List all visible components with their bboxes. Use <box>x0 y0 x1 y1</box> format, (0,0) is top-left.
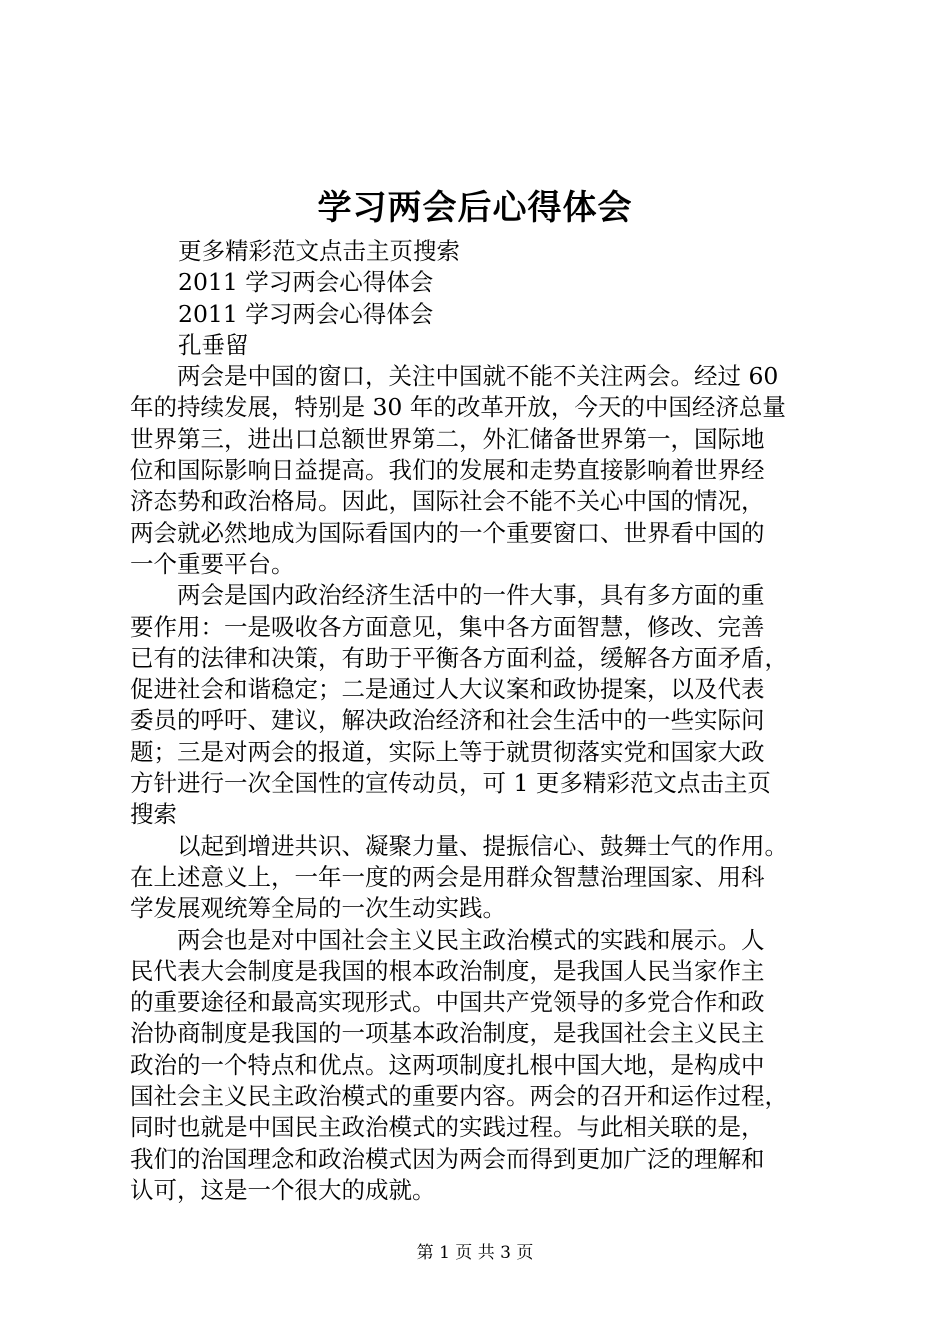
paragraph-1-line: 位和国际影响日益提高。我们的发展和走势直接影响着世界经 <box>130 456 765 485</box>
paragraph-3-line: 在上述意义上，一年一度的两会是用群众智慧治理国家、用科 <box>130 862 765 891</box>
paragraph-3-line: 以起到增进共识、凝聚力量、提振信心、鼓舞士气的作用。 <box>130 831 788 860</box>
intro-line: 孔垂留 <box>178 330 249 359</box>
paragraph-4-line: 两会也是对中国社会主义民主政治模式的实践和展示。人 <box>130 925 765 954</box>
paragraph-2-line: 促进社会和谐稳定；二是通过人大议案和政协提案，以及代表 <box>130 675 765 704</box>
paragraph-2-line: 方针进行一次全国性的宣传动员，可 1 更多精彩范文点击主页 <box>130 769 771 798</box>
intro-line: 更多精彩范文点击主页搜索 <box>178 237 460 265</box>
paragraph-4-line: 我们的治国理念和政治模式因为两会而得到更加广泛的理解和 <box>130 1144 765 1173</box>
paragraph-4-line: 民代表大会制度是我国的根本政治制度，是我国人民当家作主 <box>130 956 765 985</box>
intro-line: 2011 学习两会心得体会 <box>178 299 434 328</box>
paragraph-1-line: 两会是中国的窗口，关注中国就不能不关注两会。经过 60 <box>130 362 779 391</box>
paragraph-1-line: 年的持续发展，特别是 30 年的改革开放，今天的中国经济总量 <box>130 393 786 422</box>
paragraph-2-line: 要作用：一是吸收各方面意见，集中各方面智慧，修改、完善 <box>130 612 765 641</box>
paragraph-2-line: 委员的呼吁、建议，解决政治经济和社会生活中的一些实际问 <box>130 706 765 735</box>
paragraph-3-line: 学发展观统筹全局的一次生动实践。 <box>130 894 506 923</box>
paragraph-1-line: 一个重要平台。 <box>130 549 295 578</box>
paragraph-4-line: 的重要途径和最高实现形式。中国共产党领导的多党合作和政 <box>130 988 765 1017</box>
paragraph-2-line: 两会是国内政治经济生活中的一件大事，具有多方面的重 <box>130 581 765 610</box>
document-body <box>130 236 835 1206</box>
paragraph-4-line: 国社会主义民主政治模式的重要内容。两会的召开和运作过程， <box>130 1082 788 1111</box>
paragraph-4-line: 认可，这是一个很大的成就。 <box>130 1175 436 1204</box>
intro-line: 2011 学习两会心得体会 <box>178 268 434 297</box>
page-number-footer: 第 1 页 共 3 页 <box>416 1243 534 1263</box>
paragraph-4-line: 治协商制度是我国的一项基本政治制度，是我国社会主义民主 <box>130 1019 765 1048</box>
document-title: 学习两会后心得体会 <box>317 188 633 228</box>
paragraph-2-line: 已有的法律和决策，有助于平衡各方面利益，缓解各方面矛盾， <box>130 643 788 672</box>
paragraph-4-line: 同时也就是中国民主政治模式的实践过程。与此相关联的是， <box>130 1113 765 1142</box>
paragraph-1-line: 济态势和政治格局。因此，国际社会不能不关心中国的情况， <box>130 487 765 516</box>
paragraph-4-line: 政治的一个特点和优点。这两项制度扎根中国大地，是构成中 <box>130 1050 765 1079</box>
paragraph-2-line: 搜索 <box>130 800 177 829</box>
paragraph-1-line: 两会就必然地成为国际看国内的一个重要窗口、世界看中国的 <box>130 518 765 547</box>
paragraph-1-line: 世界第三，进出口总额世界第二，外汇储备世界第一，国际地 <box>130 424 765 453</box>
paragraph-2-line: 题；三是对两会的报道，实际上等于就贯彻落实党和国家大政 <box>130 737 765 766</box>
